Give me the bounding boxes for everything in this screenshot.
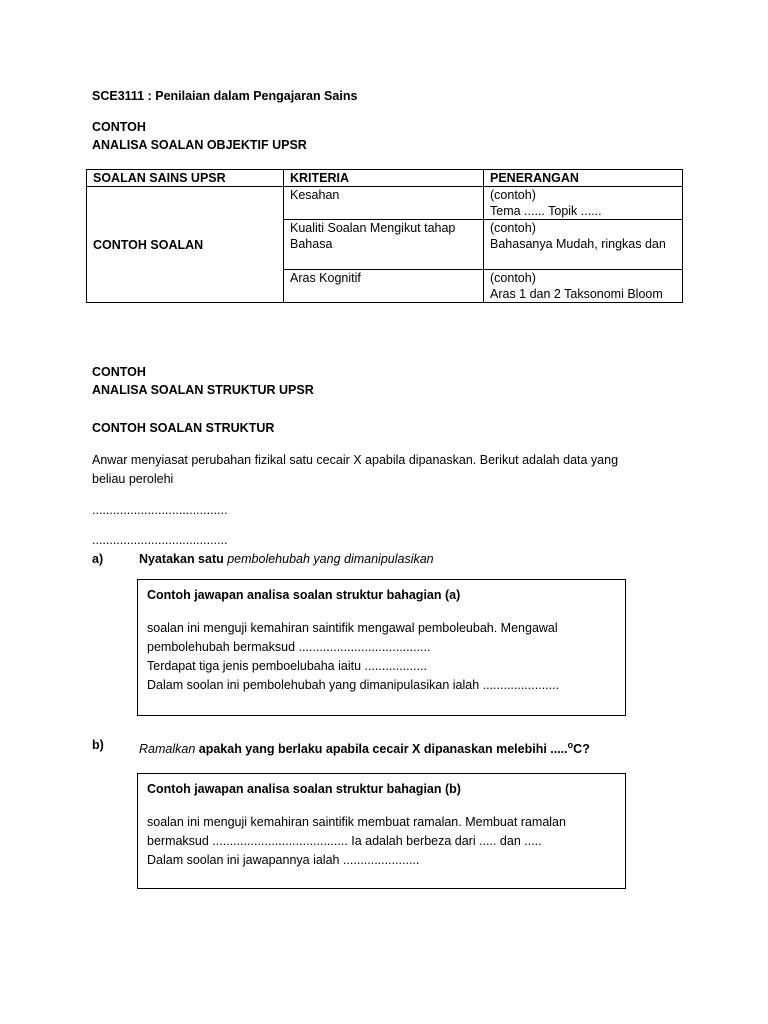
penerangan-cell: [484, 270, 683, 303]
data-dots-line: .......................................: [92, 533, 228, 547]
section2-heading: ANALISA SOALAN STRUKTUR UPSR: [92, 383, 314, 397]
answer-box-a: [137, 579, 626, 716]
header-penerangan: PENERANGAN: [484, 170, 683, 187]
section1-label: CONTOH: [92, 120, 146, 134]
kriteria-aras-kognitif: Aras Kognitif: [284, 270, 484, 303]
answer-b-title: Contoh jawapan analisa soalan struktur bahagian (b): [147, 782, 461, 796]
answer-box-b: [137, 773, 626, 889]
question-a-text: [139, 551, 434, 568]
header-soalan: SOALAN SAINS UPSR: [87, 170, 284, 187]
kriteria-kesahan: Kesahan: [284, 187, 484, 220]
question-a-italic: pembolehubah yang dimanipulasikan: [227, 552, 434, 566]
penerangan-line: Aras 1 dan 2 Taksonomi Bloom: [490, 287, 663, 301]
question-b-marker: b): [92, 738, 104, 752]
question-b-italic: Ramalkan: [139, 742, 196, 757]
data-dots-line: .......................................: [92, 503, 228, 517]
penerangan-line: Tema ...... Topik ......: [490, 204, 602, 218]
answer-a-line: pembolehubah bermaksud ......................................: [147, 640, 431, 654]
answer-a-line: soalan ini menguji kemahiran saintifik mengawal pemboleubah. Mengawal: [147, 621, 558, 635]
answer-a-title: Contoh jawapan analisa soalan struktur bahagian (a): [147, 588, 461, 602]
course-title: SCE3111 : Penilaian dalam Pengajaran Sains: [92, 89, 358, 103]
intro-line: beliau perolehi: [92, 472, 174, 486]
table-header-row: [87, 170, 683, 187]
section2-label: CONTOH: [92, 365, 146, 379]
penerangan-cell: [484, 220, 683, 270]
answer-b-line: soalan ini menguji kemahiran saintifik membuat ramalan. Membuat ramalan: [147, 815, 566, 829]
penerangan-line: (contoh): [490, 271, 536, 285]
answer-b-line: bermaksud ....................................... Ia adalah berbeza dari ..... dan .....: [147, 834, 542, 848]
section1-heading: ANALISA SOALAN OBJEKTIF UPSR: [92, 138, 307, 152]
penerangan-line: (contoh): [490, 221, 536, 235]
penerangan-line: Bahasanya Mudah, ringkas dan: [490, 237, 666, 251]
question-b-text: [139, 737, 590, 758]
penerangan-line: (contoh): [490, 188, 536, 202]
intro-line: Anwar menyiasat perubahan fizikal satu cecair X apabila dipanaskan. Berikut adalah data yang: [92, 453, 619, 467]
question-a-plain: Nyatakan satu: [139, 552, 228, 566]
question-a-marker: a): [92, 552, 104, 566]
table-row: [87, 187, 683, 220]
kriteria-kualiti: [284, 220, 484, 270]
kriteria-line: Kualiti Soalan Mengikut tahap: [290, 221, 456, 235]
objective-analysis-table: [86, 169, 683, 303]
answer-b-line: Dalam soolan ini jawapannya ialah ......................: [147, 853, 420, 867]
question-b-unit: C?: [573, 742, 590, 757]
row-label-contoh-soalan: CONTOH SOALAN: [87, 187, 284, 303]
answer-a-line: Dalam soolan ini pembolehubah yang dimanipulasikan ialah ......................: [147, 678, 560, 692]
header-kriteria: KRITERIA: [284, 170, 484, 187]
section2-subheading: CONTOH SOALAN STRUKTUR: [92, 421, 275, 435]
intro-paragraph: [92, 451, 618, 489]
question-b-plain: apakah yang berlaku apabila cecair X dipanaskan melebihi .....: [195, 742, 568, 757]
penerangan-cell: [484, 187, 683, 220]
degree-sup: o: [567, 740, 574, 750]
answer-a-line: Terdapat tiga jenis pemboelubaha iaitu ..................: [147, 659, 428, 673]
kriteria-line: Bahasa: [290, 237, 333, 251]
